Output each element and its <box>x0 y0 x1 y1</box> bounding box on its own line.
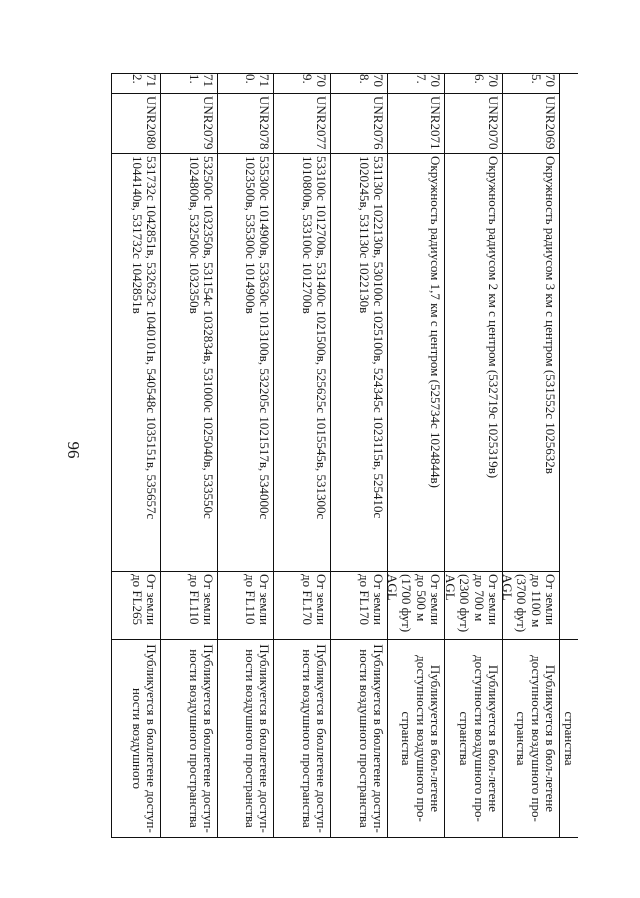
table-row <box>111 73 161 838</box>
publication-text: Публикуется в бюллетене доступ-ности воздушного пространства <box>356 644 386 833</box>
table-row <box>161 73 218 838</box>
row-number: 711. <box>186 74 216 87</box>
airspace-table <box>111 73 578 838</box>
zone-description: 532500с 1032350в, 531154с 1032834в, 531000с 1025040в, 533550с 1024800в, 532500с 1032350в <box>186 156 216 519</box>
zone-description: Окружность радиусом 3 км с центром (531552с 1025632в <box>543 156 558 474</box>
column-divider <box>111 93 560 94</box>
altitude-limits: От земли до FL110 <box>186 574 216 625</box>
publication-note <box>274 639 330 838</box>
altitude-limits: От земли до 700 м (2300 фут) AGL <box>442 574 501 633</box>
altitude-limits: От земли до 500 м (1700 фут) AGL <box>384 574 443 633</box>
table-row <box>331 73 388 838</box>
zone-id: UNR2071 <box>428 96 443 150</box>
table-row <box>384 73 445 838</box>
zone-description: 533100с 1012700в, 531400с 1021500в, 525625с 1015545в, 531300с 1010800в, 533100с 1012700в <box>299 156 329 520</box>
table-row-continuation <box>560 73 578 838</box>
altitude-limits: От земли до FL170 <box>356 574 386 626</box>
row-number: 709. <box>299 74 329 87</box>
altitude-limits: От земли до FL170 <box>299 574 329 626</box>
zone-description: 531130с 1022130в, 530100с 1025100в, 524345с 1023115в, 525410с 1020245в, 531130с 1022130в <box>356 156 386 519</box>
table-row <box>218 73 274 838</box>
zone-id: UNR2079 <box>201 96 216 150</box>
altitude-limits: От земли до 1100 м (3700 фут) AGL <box>499 574 558 633</box>
publication-text: Публикуется в бюллетене доступ-ности воздушного пространства <box>186 644 216 833</box>
zone-description: Окружность радиусом 2 км с центром (532719с 1025319в) <box>486 156 501 479</box>
row-number: 710. <box>242 74 272 87</box>
row-number: 707. <box>413 74 443 87</box>
zone-id: UNR2070 <box>486 96 501 150</box>
altitude-limits: От земли до FL110 <box>242 574 272 625</box>
continuation-text: странства <box>562 711 577 766</box>
zone-id: UNR2078 <box>257 96 272 150</box>
row-number: 705. <box>528 74 558 87</box>
zone-id: UNR2069 <box>543 96 558 150</box>
publication-text: Публикуется в бюллетене доступ-ности воздушного пространства <box>242 644 272 833</box>
column-divider <box>111 571 560 572</box>
publication-note <box>331 639 387 838</box>
row-number: 706. <box>471 74 501 87</box>
zone-id: UNR2080 <box>144 96 159 150</box>
publication-text: Публикуется в бюллетене доступ-ности воздушного <box>129 644 159 833</box>
zone-description: Окружность радиусом 1,7 км с центром (525734с 1024844в) <box>428 156 443 488</box>
publication-note <box>112 639 160 838</box>
publication-text: Публикуется в бюл-летене доступности воздушного про-странства <box>399 655 443 822</box>
zone-description: 535300с 1014900в, 533630с 1013100в, 532205с 1021517в, 534000с 1023500в, 535300с 1014900в <box>242 156 272 520</box>
table-row <box>274 73 331 838</box>
publication-text: Публикуется в бюл-летене доступности воздушного про-странства <box>514 655 558 822</box>
column-divider <box>111 153 560 154</box>
zone-id: UNR2076 <box>371 96 386 150</box>
publication-note <box>388 639 444 838</box>
table-row <box>499 73 560 838</box>
publication-note <box>503 639 559 838</box>
publication-text: Публикуется в бюллетене доступ-ности воздушного пространства <box>299 644 329 833</box>
publication-text: Публикуется в бюл-летене доступности воздушного про-странства <box>457 655 501 822</box>
row-number: 708. <box>356 74 386 87</box>
zone-id: UNR2077 <box>314 96 329 150</box>
row-number: 712. <box>129 74 159 87</box>
column-divider <box>111 639 578 640</box>
zone-description: 531732с 1042851в, 532623с 1040101в, 540548с 1035151в, 535657с 1044140в, 531732с 1042851в <box>129 156 159 520</box>
publication-note <box>445 639 502 838</box>
publication-note <box>218 639 273 838</box>
publication-note <box>161 639 217 838</box>
altitude-limits: От земли до FL265 <box>129 574 159 626</box>
page-number: 96 <box>64 441 83 459</box>
table-row <box>442 73 503 838</box>
publication-cell <box>560 639 578 838</box>
